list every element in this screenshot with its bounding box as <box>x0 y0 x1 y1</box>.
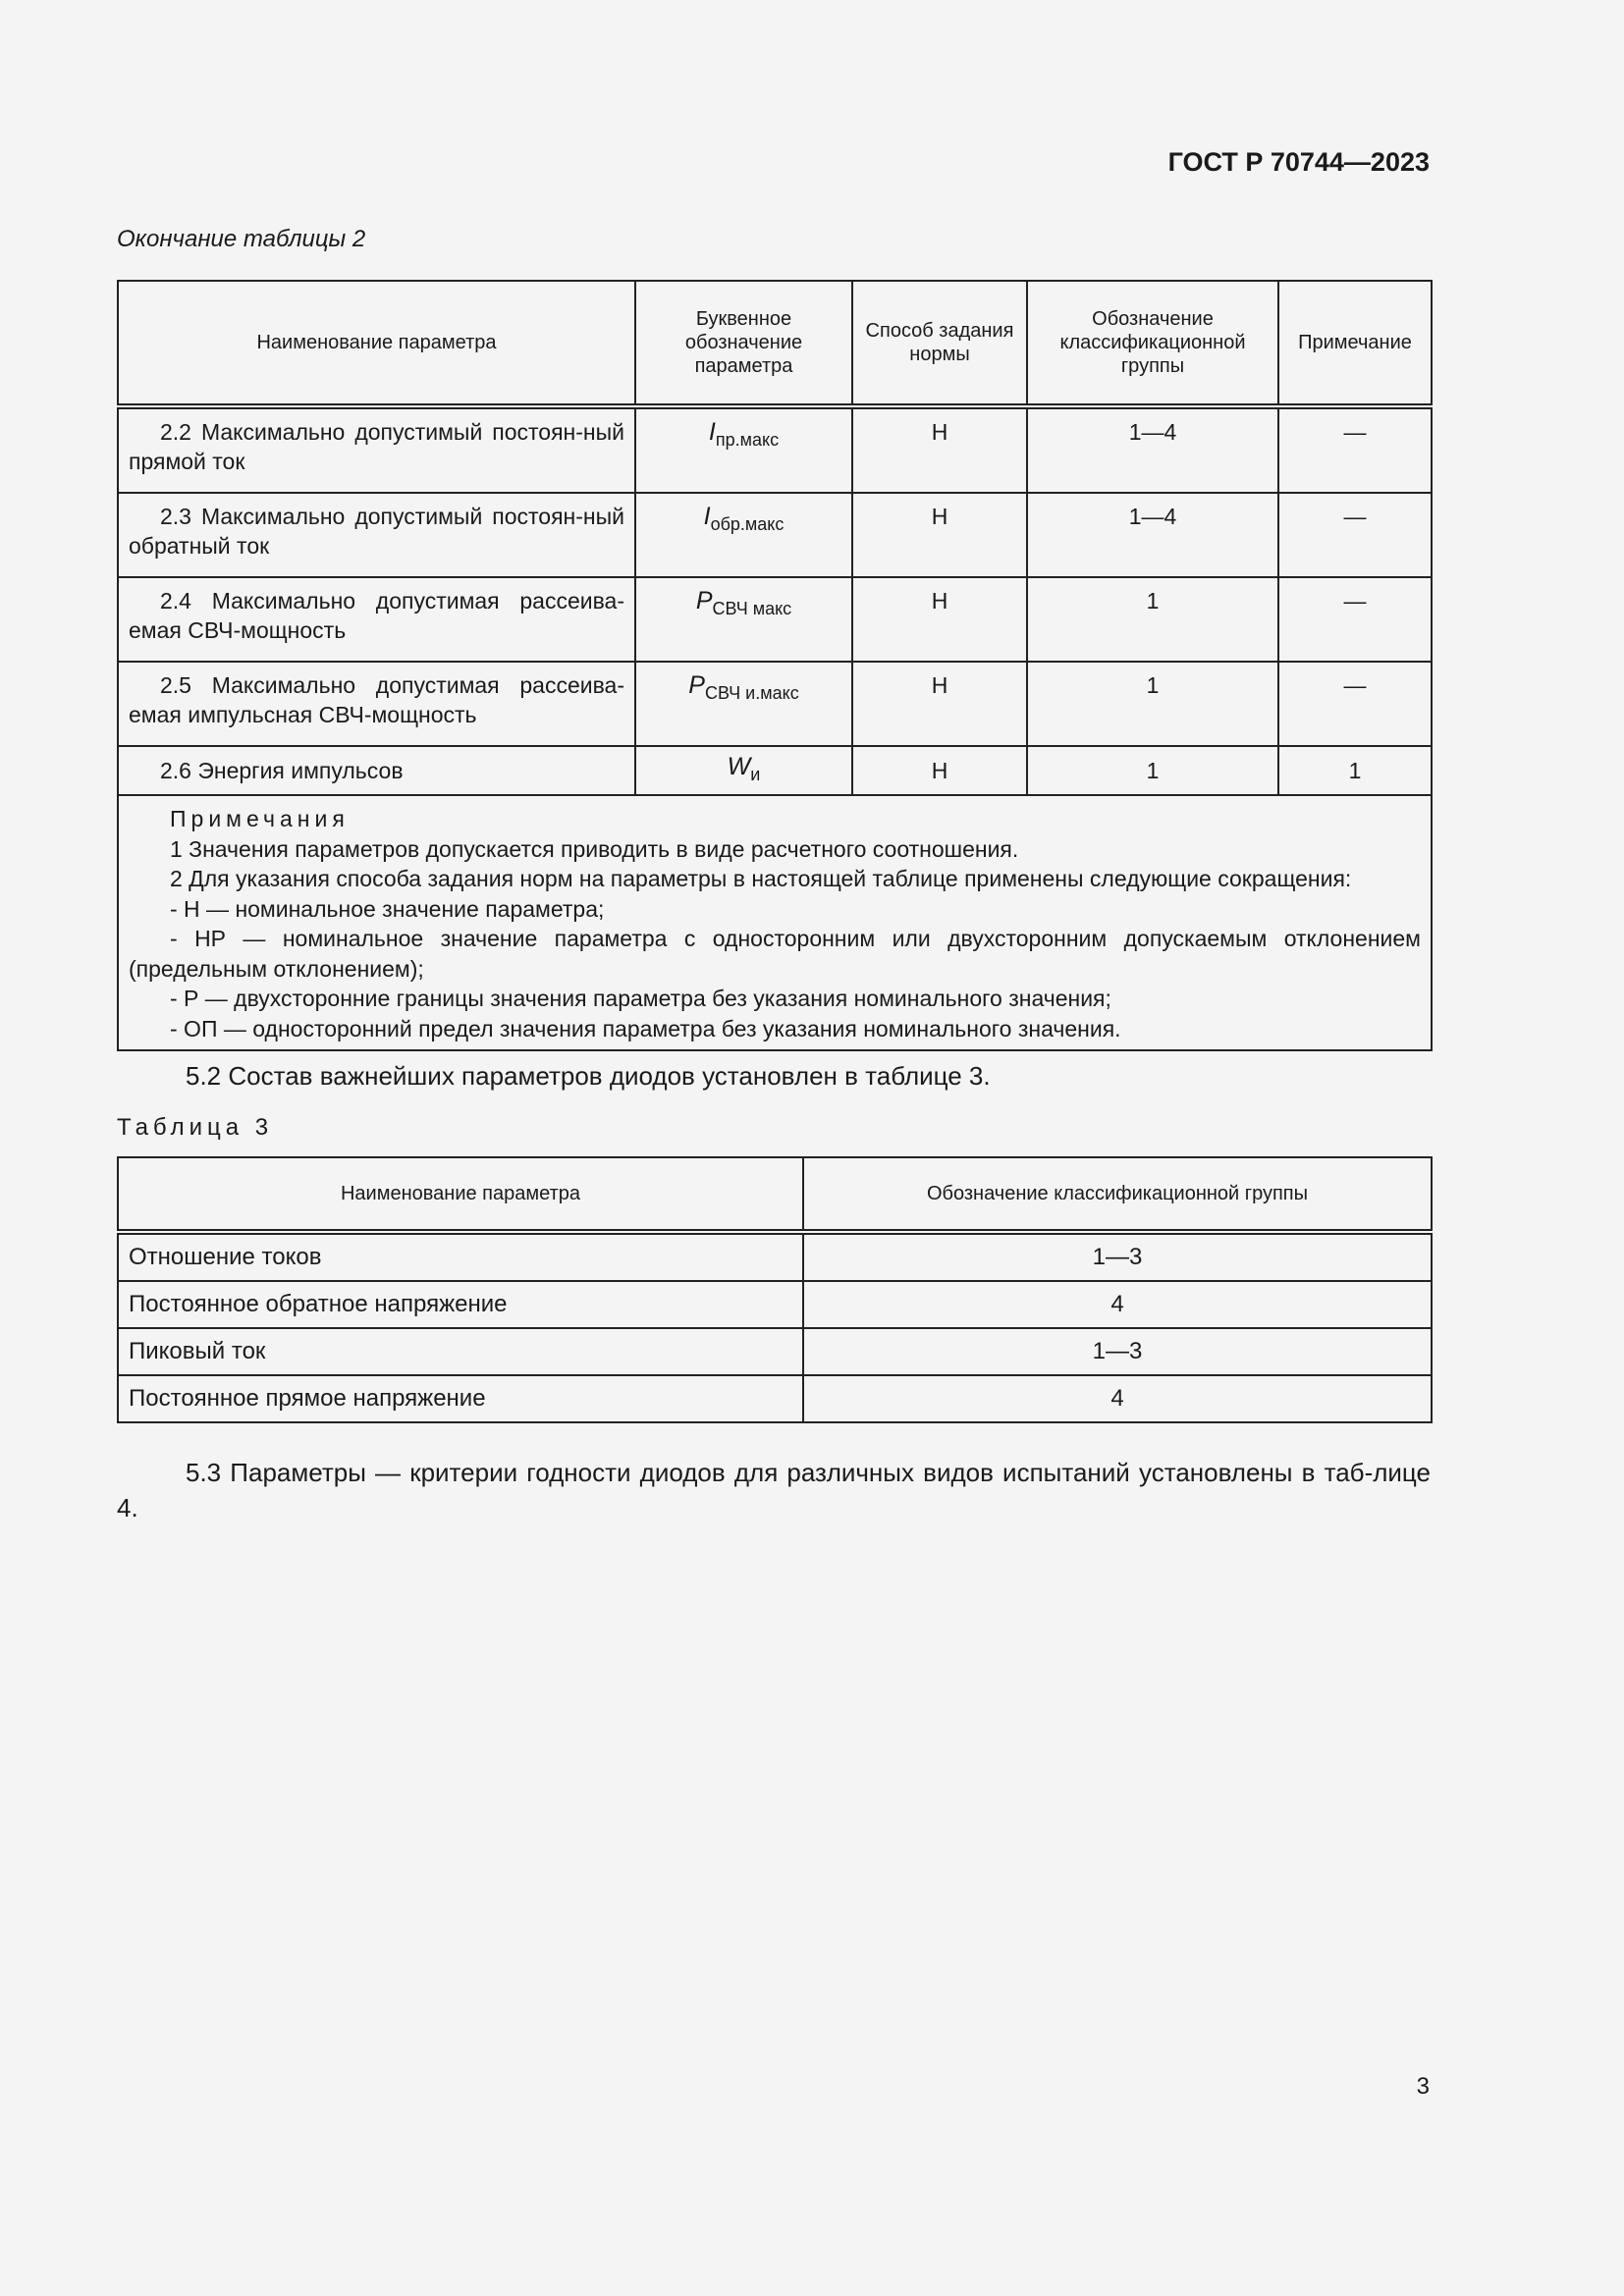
symbol-main: I <box>708 418 716 446</box>
param-name: 2.4 Максимально допустимая рассеива-емая СВЧ-мощность <box>118 577 635 662</box>
notes-title: Примечания <box>170 806 350 831</box>
note-line: - НР — номинальное значение параметра с односторонним или двухсторонним допускаемым отклонением (предельным отклонением); <box>129 926 1421 982</box>
table3-caption: Таблица 3 <box>117 1114 274 1141</box>
param-name: 2.3 Максимально допустимый постоян-ный обратный ток <box>118 493 635 577</box>
table-row <box>118 1281 1432 1328</box>
table-3 <box>117 1156 1433 1423</box>
table-row <box>118 577 1432 662</box>
table3-header-row <box>118 1157 1432 1232</box>
note-line: - Р — двухсторонние границы значения параметра без указания номинального значения; <box>170 986 1111 1011</box>
symbol-main: P <box>695 587 713 614</box>
param-group: 1 <box>1027 662 1278 746</box>
table2-header-symbol: Буквенное обозначение параметра <box>635 281 852 406</box>
table2-notes <box>118 795 1432 1050</box>
param-group: 1 <box>1027 746 1278 795</box>
symbol-main: W <box>727 753 751 780</box>
table2-header-name: Наименование параметра <box>118 281 635 406</box>
symbol-subscript: пр.макс <box>715 430 780 450</box>
note-line: 1 Значения параметров допускается приводить в виде расчетного соотношения. <box>170 835 1019 862</box>
table-row <box>118 662 1432 746</box>
table2-notes-row <box>118 795 1432 1050</box>
paragraph-5-3: 5.3 Параметры — критерии годности диодов для различных видов испытаний установлены в таб-лице 4. <box>117 1458 1431 1522</box>
param-group: 1—4 <box>1027 493 1278 577</box>
table-row <box>118 746 1432 795</box>
table3-header-name: Наименование параметра <box>118 1157 803 1232</box>
param-group: 1 <box>1027 577 1278 662</box>
symbol-subscript: СВЧ макс <box>712 599 792 618</box>
table2-header-method: Способ задания нормы <box>852 281 1027 406</box>
paragraph-5-2-text: 5.2 Состав важнейших параметров диодов установлен в таблице 3. <box>186 1061 991 1091</box>
note-line: 2 Для указания способа задания норм на параметры в настоящей таблице применены следующие сокращения: <box>170 866 1352 891</box>
table-row <box>118 493 1432 577</box>
param-symbol <box>635 493 852 577</box>
symbol-subscript: и <box>750 765 761 784</box>
param-name: Пиковый ток <box>118 1328 803 1375</box>
param-name: 2.5 Максимально допустимая рассеива-емая импульсная СВЧ-мощность <box>118 662 635 746</box>
table-row <box>118 1328 1432 1375</box>
param-symbol <box>635 577 852 662</box>
param-method: Н <box>852 662 1027 746</box>
param-method: Н <box>852 746 1027 795</box>
param-name: Отношение токов <box>118 1232 803 1281</box>
table-row <box>118 1375 1432 1422</box>
param-symbol <box>635 746 852 795</box>
param-note: — <box>1278 493 1432 577</box>
table-row <box>118 406 1432 493</box>
param-note: — <box>1278 577 1432 662</box>
table-2 <box>117 280 1433 1051</box>
symbol-main: P <box>688 671 705 699</box>
param-group: 1—3 <box>803 1232 1432 1281</box>
param-note: — <box>1278 406 1432 493</box>
table2-header-group: Обозначение классификационной группы <box>1027 281 1278 406</box>
page-number: 3 <box>1416 2073 1430 2100</box>
note-line: - ОП — односторонний предел значения параметра без указания номинального значения. <box>170 1015 1121 1041</box>
table-row <box>118 1232 1432 1281</box>
param-group: 1—3 <box>803 1328 1432 1375</box>
param-name: 2.2 Максимально допустимый постоян-ный прямой ток <box>118 406 635 493</box>
table2-header-note: Примечание <box>1278 281 1432 406</box>
param-method: Н <box>852 577 1027 662</box>
param-name: Постоянное прямое напряжение <box>118 1375 803 1422</box>
param-group: 4 <box>803 1281 1432 1328</box>
param-note: 1 <box>1278 746 1432 795</box>
symbol-main: I <box>703 503 711 530</box>
symbol-subscript: обр.макс <box>710 514 785 534</box>
document-code: ГОСТ Р 70744—2023 <box>1167 147 1430 177</box>
paragraph-5-2 <box>117 1058 1431 1094</box>
table3-header-group: Обозначение классификационной группы <box>803 1157 1432 1232</box>
param-symbol <box>635 406 852 493</box>
param-note: — <box>1278 662 1432 746</box>
param-group: 4 <box>803 1375 1432 1422</box>
param-name: Постоянное обратное напряжение <box>118 1281 803 1328</box>
table2-header-row <box>118 281 1432 406</box>
note-line: - Н — номинальное значение параметра; <box>170 895 605 922</box>
param-method: Н <box>852 493 1027 577</box>
param-group: 1—4 <box>1027 406 1278 493</box>
symbol-subscript: СВЧ и.макс <box>704 683 799 703</box>
param-method: Н <box>852 406 1027 493</box>
param-name: 2.6 Энергия импульсов <box>118 746 635 795</box>
param-symbol <box>635 662 852 746</box>
table2-caption: Окончание таблицы 2 <box>117 226 366 252</box>
